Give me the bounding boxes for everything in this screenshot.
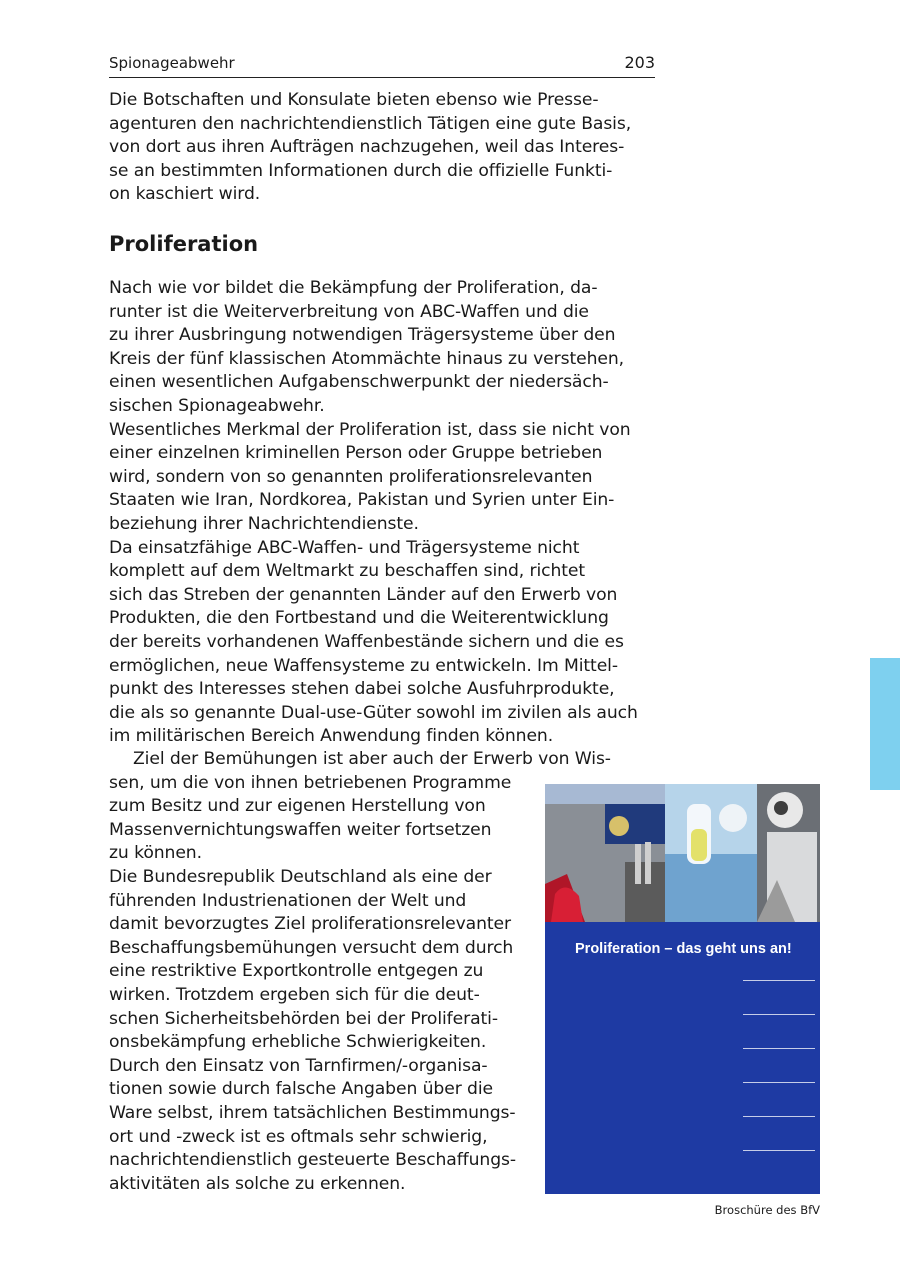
chapter-tab-marker — [870, 658, 900, 790]
figure-caption: Broschüre des BfV — [714, 1203, 820, 1217]
text-line: sen, um die von ihnen betriebenen Programme — [109, 772, 512, 793]
text-line: tionen sowie durch falsche Angaben über die — [109, 1079, 493, 1100]
text-line: punkt des Interesses stehen dabei solche Ausfuhrprodukte, — [109, 679, 615, 700]
text-line: einen wesentlichen Aufgabenschwerpunkt der niedersäch- — [109, 372, 609, 393]
text-line: Die Bundesrepublik Deutschland als eine der — [109, 866, 492, 887]
brochure-contents-item — [743, 980, 815, 1014]
text-line: Wesentliches Merkmal der Proliferation ist, dass sie nicht von — [109, 419, 631, 440]
text-line: Nach wie vor bildet die Bekämpfung der Proliferation, da- — [109, 278, 598, 298]
brochure-contents-item — [743, 1082, 815, 1116]
text-line: Ziel der Bemühungen ist aber auch der Erwerb von Wis- — [133, 749, 611, 769]
text-line: der bereits vorhandenen Waffenbestände sichern und die es — [109, 631, 624, 652]
text-line: runter ist die Weiterverbreitung von ABC-Waffen und die — [109, 301, 589, 322]
brochure-photo-collage — [545, 784, 820, 922]
text-line: Da einsatzfähige ABC-Waffen- und Trägersysteme nicht — [109, 537, 580, 558]
text-line: zu ihrer Ausbringung notwendigen Trägersysteme über den — [109, 325, 616, 346]
text-line: Produkten, die den Fortbestand und die Weiterentwicklung — [109, 608, 609, 629]
running-title: Spionageabwehr — [109, 54, 235, 72]
text-line: von dort aus ihren Aufträgen nachzugehen, weil das Interes- — [109, 137, 625, 158]
text-line: nachrichtendienstlich gesteuerte Beschaffungs- — [109, 1150, 516, 1171]
intro-paragraph — [109, 89, 669, 207]
text-line: eine restriktive Exportkontrolle entgegen zu — [109, 961, 484, 982]
text-line: führenden Industrienationen der Welt und — [109, 890, 467, 911]
text-line: einer einzelnen kriminellen Person oder Gruppe betrieben — [109, 443, 603, 464]
text-line: Die Botschaften und Konsulate bieten ebenso wie Presse- — [109, 90, 599, 110]
text-line: Beschaffungsbemühungen versucht dem durch — [109, 937, 514, 958]
text-line: ermöglichen, neue Waffensysteme zu entwickeln. Im Mittel- — [109, 655, 618, 676]
text-line: zu können. — [109, 843, 202, 864]
brochure-contents-item — [743, 1150, 815, 1184]
text-line: wirken. Trotzdem ergeben sich für die deut- — [109, 984, 480, 1005]
brochure-title: Proliferation – das geht uns an! — [575, 941, 792, 957]
text-line: damit bevorzugtes Ziel proliferationsrelevanter — [109, 914, 511, 935]
text-line: beziehung ihrer Nachrichtendienste. — [109, 513, 419, 534]
brochure-contents-item — [743, 1116, 815, 1150]
text-line: im militärischen Bereich Anwendung finden können. — [109, 726, 554, 747]
text-line: aktivitäten als solche zu erkennen. — [109, 1173, 406, 1194]
text-line: ort und -zweck ist es oftmals sehr schwierig, — [109, 1126, 488, 1147]
text-line: se an bestimmten Informationen durch die offizielle Funkti- — [109, 160, 613, 181]
text-line: onsbekämpfung erhebliche Schwierigkeiten. — [109, 1032, 487, 1053]
brochure-image — [545, 784, 820, 1194]
page-number: 203 — [624, 53, 655, 72]
text-line: on kaschiert wird. — [109, 184, 261, 205]
running-header — [109, 52, 655, 78]
text-line: Staaten wie Iran, Nordkorea, Pakistan und Syrien unter Ein- — [109, 490, 615, 511]
proliferation-text — [109, 277, 669, 749]
text-line: Ware selbst, ihrem tatsächlichen Bestimmungs- — [109, 1102, 516, 1123]
text-line: schen Sicherheitsbehörden bei der Proliferati- — [109, 1008, 498, 1029]
brochure-contents-list — [743, 980, 815, 1184]
text-line: wird, sondern von so genannten proliferationsrelevanten — [109, 466, 593, 487]
text-line: Kreis der fünf klassischen Atommächte hinaus zu verstehen, — [109, 348, 625, 369]
text-line: zum Besitz und zur eigenen Herstellung von — [109, 796, 486, 817]
text-line: Massenvernichtungswaffen weiter fortsetzen — [109, 819, 492, 840]
text-line: agenturen den nachrichtendienstlich Tätigen eine gute Basis, — [109, 113, 632, 134]
text-line: sich das Streben der genannten Länder auf den Erwerb von — [109, 584, 618, 605]
brochure-contents-item — [743, 1014, 815, 1048]
text-line: sischen Spionageabwehr. — [109, 395, 325, 416]
text-line: komplett auf dem Weltmarkt zu beschaffen sind, richtet — [109, 561, 586, 582]
brochure-contents-item — [743, 1048, 815, 1082]
section-heading: Proliferation — [109, 232, 259, 256]
text-line: Durch den Einsatz von Tarnfirmen/-organisa- — [109, 1055, 488, 1076]
text-line: die als so genannte Dual-use-Güter sowohl im zivilen als auch — [109, 702, 638, 723]
